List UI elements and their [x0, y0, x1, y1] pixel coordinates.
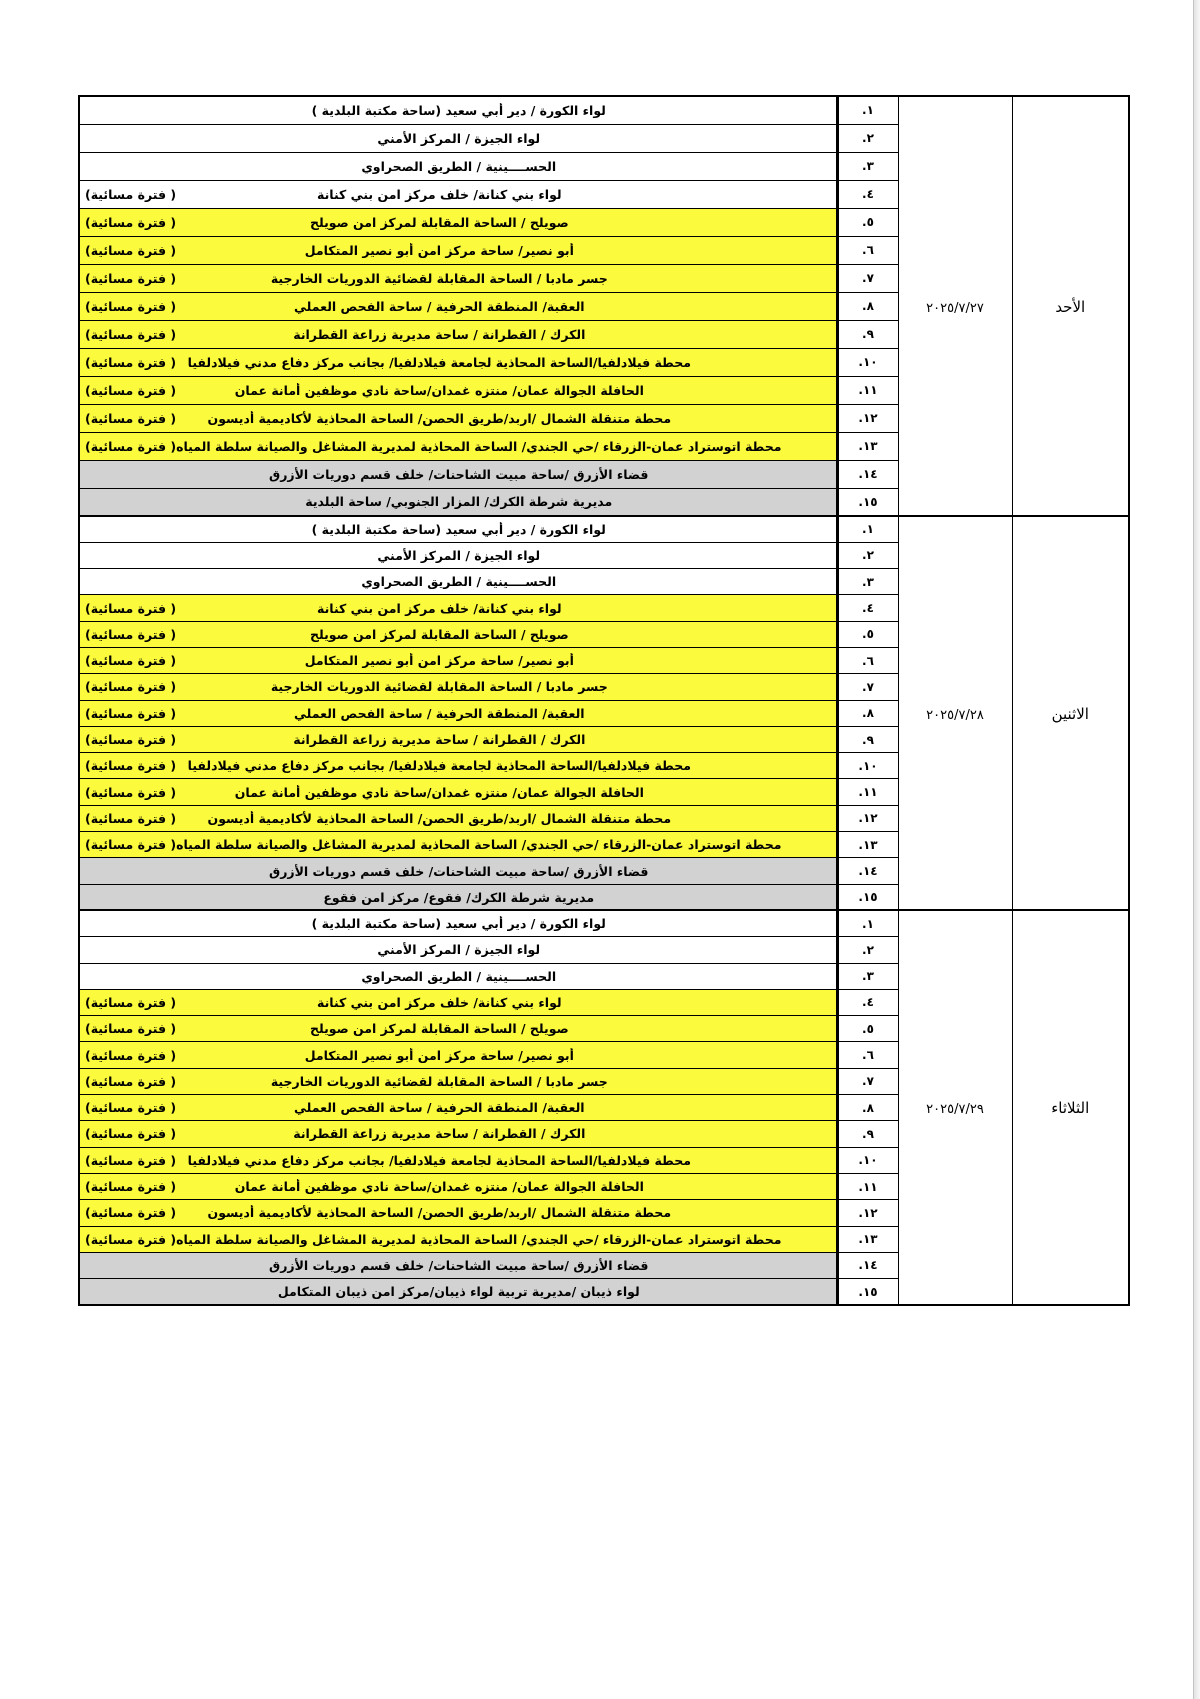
location-cell: [79, 1121, 837, 1147]
row-number: ١٢.: [837, 1200, 898, 1226]
row-number: ٣.: [837, 569, 898, 595]
location-line: [85, 785, 833, 800]
row-number: ٢.: [837, 937, 898, 963]
location-text: محطة متنقلة الشمال /اربد/طريق الحصن/ الساحة المحاذية لأكاديمية أديسون: [207, 410, 672, 426]
location-text: لواء ذيبان /مديرية تربية لواء ذيبان/مركز امن ذيبان المتكامل: [277, 1284, 640, 1299]
row-number: ١٠.: [837, 1147, 898, 1173]
location-text: لواء الجيزة / المركز الأمني: [377, 547, 541, 563]
row-number: ١١.: [837, 1173, 898, 1199]
evening-shift-note: ( فترة مسائية): [85, 1073, 177, 1089]
day-name: الاثنين: [1051, 704, 1089, 723]
location-cell: [79, 753, 837, 779]
row-number: ١٠.: [837, 348, 898, 376]
location-cell: [79, 264, 837, 292]
row-number: ١٠.: [837, 753, 898, 779]
evening-shift-note: ( فترة مسائية): [85, 438, 177, 454]
row-number: ٩.: [837, 1121, 898, 1147]
location-cell: [79, 1147, 837, 1173]
evening-shift-note: ( فترة مسائية): [85, 1021, 177, 1037]
location-cell: [79, 647, 837, 673]
location-text: محطة فيلادلفيا/الساحة المحاذية لجامعة فيلادلفيا/ بجانب مركز دفاع مدني فيلادلفيا: [187, 354, 691, 370]
location-line: [85, 1126, 833, 1141]
row-number: ٩.: [837, 726, 898, 752]
location-text: لواء بني كنانة/ خلف مركز امن بني كنانة: [316, 994, 562, 1010]
location-text: جسر مادبا / الساحة المقابلة لقضائية الدوريات الخارجية: [270, 1073, 608, 1089]
location-cell: [79, 320, 837, 348]
location-text: صويلح / الساحة المقابلة لمركز امن صويلح: [309, 1021, 569, 1037]
location-line: [85, 1205, 833, 1220]
location-cell: [79, 858, 837, 884]
row-number: ٦.: [837, 236, 898, 264]
location-cell: [79, 432, 837, 460]
row-number: ٥.: [837, 208, 898, 236]
location-text: العقبة/ المنطقة الحرفية / ساحة الفحص العملي: [294, 298, 585, 314]
location-cell: [79, 152, 837, 180]
row-number: ١٣.: [837, 832, 898, 858]
row-number: ٦.: [837, 1042, 898, 1068]
location-text: قضاء الأزرق /ساحة مبيت الشاحنات/ خلف قسم دوريات الأزرق: [269, 1257, 649, 1273]
location-cell: [79, 124, 837, 152]
location-cell: [79, 726, 837, 752]
row-number: ١٢.: [837, 404, 898, 432]
date-cell: [898, 96, 1012, 516]
row-number: ٥.: [837, 621, 898, 647]
location-line: [85, 601, 833, 616]
location-line: [85, 811, 833, 826]
location-cell: [79, 595, 837, 621]
location-text: الكرك / القطرانة / ساحة مديرية زراعة القطرانة: [293, 326, 586, 342]
location-line: [85, 467, 833, 482]
location-line: [85, 1074, 833, 1089]
evening-shift-note: ( فترة مسائية): [85, 1047, 177, 1063]
row-number: ٢.: [837, 542, 898, 568]
location-cell: [79, 805, 837, 831]
row-number: ٧.: [837, 674, 898, 700]
evening-shift-note: ( فترة مسائية): [85, 242, 177, 258]
date-value: ٢٠٢٥/٧/٢٩: [926, 1102, 984, 1118]
row-number: ١١.: [837, 376, 898, 404]
location-cell: [79, 700, 837, 726]
location-line: [85, 732, 833, 747]
row-number: ١٤.: [837, 460, 898, 488]
location-cell: [79, 621, 837, 647]
date-value: ٢٠٢٥/٧/٢٨: [926, 707, 984, 723]
location-cell: [79, 180, 837, 208]
location-line: [85, 327, 833, 342]
location-line: [85, 1232, 833, 1247]
location-cell: [79, 96, 837, 124]
evening-shift-note: ( فترة مسائية): [85, 410, 177, 426]
location-cell: [79, 910, 837, 936]
evening-shift-note: ( فترة مسائية): [85, 186, 177, 202]
location-line: [85, 890, 833, 905]
schedule-row: [79, 516, 1129, 542]
evening-shift-note: ( فترة مسائية): [85, 354, 177, 370]
location-line: [85, 1153, 833, 1168]
location-cell: [79, 569, 837, 595]
row-number: ١٥.: [837, 488, 898, 516]
row-number: ١٥.: [837, 884, 898, 910]
location-line: [85, 679, 833, 694]
location-cell: [79, 1068, 837, 1094]
location-line: [85, 1048, 833, 1063]
location-text: الكرك / القطرانة / ساحة مديرية زراعة القطرانة: [293, 1126, 586, 1142]
row-number: ٨.: [837, 292, 898, 320]
location-line: [85, 837, 833, 852]
row-number: ٥.: [837, 1016, 898, 1042]
location-line: [85, 1100, 833, 1115]
evening-shift-note: ( فترة مسائية): [85, 679, 177, 695]
row-number: ٤.: [837, 595, 898, 621]
location-text: لواء الكورة / دير أبي سعيد (ساحة مكتبة البلدية ): [311, 102, 606, 118]
paper-edge: [1193, 0, 1200, 1699]
schedule-table-body: [79, 96, 1129, 1305]
location-line: [85, 1284, 833, 1299]
evening-shift-note: ( فترة مسائية): [85, 758, 177, 774]
location-text: قضاء الأزرق /ساحة مبيت الشاحنات/ خلف قسم دوريات الأزرق: [269, 466, 649, 482]
location-cell: [79, 884, 837, 910]
location-text: مديرية شرطة الكرك/ فقوع/ مركز امن فقوع: [323, 889, 595, 905]
location-cell: [79, 937, 837, 963]
location-text: لواء الجيزة / المركز الأمني: [377, 130, 541, 146]
evening-shift-note: ( فترة مسائية): [85, 705, 177, 721]
location-text: محطة اتوستراد عمان-الزرقاء /حي الجندي/ الساحة المحاذية لمديرية المشاغل والصيانة سلطة المياه: [176, 438, 782, 454]
location-line: [85, 942, 833, 957]
row-number: ٧.: [837, 1068, 898, 1094]
location-text: الحســــينية / الطريق الصحراوي: [361, 158, 557, 174]
location-cell: [79, 1200, 837, 1226]
location-text: محطة اتوستراد عمان-الزرقاء /حي الجندي/ الساحة المحاذية لمديرية المشاغل والصيانة سلطة المياه: [176, 837, 782, 853]
date-value: ٢٠٢٥/٧/٢٧: [926, 300, 984, 316]
location-text: محطة اتوستراد عمان-الزرقاء /حي الجندي/ الساحة المحاذية لمديرية المشاغل والصيانة سلطة المياه: [176, 1231, 782, 1247]
location-cell: [79, 1173, 837, 1199]
location-text: قضاء الأزرق /ساحة مبيت الشاحنات/ خلف قسم دوريات الأزرق: [269, 863, 649, 879]
location-text: أبو نصير/ ساحة مركز امن أبو نصير المتكامل: [304, 653, 574, 669]
row-number: ١٣.: [837, 1226, 898, 1252]
location-line: [85, 1021, 833, 1036]
location-text: لواء الكورة / دير أبي سعيد (ساحة مكتبة البلدية ): [311, 521, 606, 537]
location-text: أبو نصير/ ساحة مركز امن أبو نصير المتكامل: [304, 242, 574, 258]
location-line: [85, 383, 833, 398]
evening-shift-note: ( فترة مسائية): [85, 382, 177, 398]
day-cell: [1012, 516, 1129, 910]
evening-shift-note: ( فترة مسائية): [85, 298, 177, 314]
evening-shift-note: ( فترة مسائية): [85, 810, 177, 826]
location-line: [85, 758, 833, 773]
location-cell: [79, 1016, 837, 1042]
location-text: الحافلة الجوالة عمان/ منتزه غمدان/ساحة نادي موظفين أمانة عمان: [234, 382, 644, 398]
row-number: ١٤.: [837, 858, 898, 884]
day-cell: [1012, 910, 1129, 1304]
location-text: لواء بني كنانة/ خلف مركز امن بني كنانة: [316, 600, 562, 616]
schedule-row: [79, 96, 1129, 124]
location-line: [85, 159, 833, 174]
location-text: العقبة/ المنطقة الحرفية / ساحة الفحص العملي: [294, 705, 585, 721]
location-text: لواء الكورة / دير أبي سعيد (ساحة مكتبة البلدية ): [311, 916, 606, 932]
location-text: لواء بني كنانة/ خلف مركز امن بني كنانة: [316, 186, 562, 202]
location-cell: [79, 1095, 837, 1121]
location-line: [85, 411, 833, 426]
location-cell: [79, 1042, 837, 1068]
location-text: الحافلة الجوالة عمان/ منتزه غمدان/ساحة نادي موظفين أمانة عمان: [234, 1179, 644, 1195]
location-text: صويلح / الساحة المقابلة لمركز امن صويلح: [309, 214, 569, 230]
row-number: ٤.: [837, 989, 898, 1015]
location-line: [85, 706, 833, 721]
row-number: ٩.: [837, 320, 898, 348]
schedule-row: [79, 910, 1129, 936]
row-number: ٢.: [837, 124, 898, 152]
location-text: مديرية شرطة الكرك/ المزار الجنوبي/ ساحة البلدية: [305, 494, 613, 510]
location-cell: [79, 348, 837, 376]
location-cell: [79, 832, 837, 858]
row-number: ١١.: [837, 779, 898, 805]
location-line: [85, 271, 833, 286]
row-number: ١.: [837, 96, 898, 124]
location-line: [85, 187, 833, 202]
location-line: [85, 355, 833, 370]
location-line: [85, 494, 833, 509]
location-cell: [79, 674, 837, 700]
row-number: ١٣.: [837, 432, 898, 460]
evening-shift-note: ( فترة مسائية): [85, 1205, 177, 1221]
location-line: [85, 548, 833, 563]
row-number: ٣.: [837, 152, 898, 180]
row-number: ٨.: [837, 700, 898, 726]
location-cell: [79, 376, 837, 404]
location-line: [85, 1258, 833, 1273]
location-line: [85, 215, 833, 230]
location-line: [85, 103, 833, 118]
location-text: جسر مادبا / الساحة المقابلة لقضائية الدوريات الخارجية: [270, 679, 608, 695]
row-number: ٦.: [837, 647, 898, 673]
location-line: [85, 627, 833, 642]
row-number: ١٥.: [837, 1279, 898, 1305]
date-cell: [898, 516, 1012, 910]
evening-shift-note: ( فترة مسائية): [85, 784, 177, 800]
location-cell: [79, 1279, 837, 1305]
location-cell: [79, 1252, 837, 1278]
date-cell: [898, 910, 1012, 1304]
evening-shift-note: ( فترة مسائية): [85, 626, 177, 642]
day-name: الثلاثاء: [1051, 1099, 1090, 1118]
row-number: ٤.: [837, 180, 898, 208]
row-number: ٣.: [837, 963, 898, 989]
location-line: [85, 1179, 833, 1194]
location-text: أبو نصير/ ساحة مركز امن أبو نصير المتكامل: [304, 1047, 574, 1063]
row-number: ١.: [837, 910, 898, 936]
evening-shift-note: ( فترة مسائية): [85, 1231, 177, 1247]
location-cell: [79, 488, 837, 516]
location-text: صويلح / الساحة المقابلة لمركز امن صويلح: [309, 626, 569, 642]
evening-shift-note: ( فترة مسائية): [85, 600, 177, 616]
location-cell: [79, 963, 837, 989]
evening-shift-note: ( فترة مسائية): [85, 994, 177, 1010]
location-text: العقبة/ المنطقة الحرفية / ساحة الفحص العملي: [294, 1100, 585, 1116]
location-line: [85, 574, 833, 589]
location-line: [85, 864, 833, 879]
location-text: محطة فيلادلفيا/الساحة المحاذية لجامعة فيلادلفيا/ بجانب مركز دفاع مدني فيلادلفيا: [187, 1152, 691, 1168]
location-line: [85, 916, 833, 931]
location-cell: [79, 460, 837, 488]
location-cell: [79, 208, 837, 236]
evening-shift-note: ( فترة مسائية): [85, 1126, 177, 1142]
location-line: [85, 131, 833, 146]
evening-shift-note: ( فترة مسائية): [85, 653, 177, 669]
location-text: الحســــينية / الطريق الصحراوي: [361, 968, 557, 984]
location-line: [85, 243, 833, 258]
location-cell: [79, 989, 837, 1015]
evening-shift-note: ( فترة مسائية): [85, 1179, 177, 1195]
location-text: جسر مادبا / الساحة المقابلة لقضائية الدوريات الخارجية: [270, 270, 608, 286]
location-text: لواء الجيزة / المركز الأمني: [377, 942, 541, 958]
row-number: ٧.: [837, 264, 898, 292]
row-number: ١٢.: [837, 805, 898, 831]
location-cell: [79, 779, 837, 805]
location-line: [85, 653, 833, 668]
schedule-table: [78, 95, 1130, 1306]
evening-shift-note: ( فترة مسائية): [85, 732, 177, 748]
location-text: الحســــينية / الطريق الصحراوي: [361, 574, 557, 590]
location-cell: [79, 404, 837, 432]
row-number: ١٤.: [837, 1252, 898, 1278]
location-cell: [79, 542, 837, 568]
location-line: [85, 522, 833, 537]
evening-shift-note: ( فترة مسائية): [85, 214, 177, 230]
location-cell: [79, 516, 837, 542]
location-line: [85, 995, 833, 1010]
evening-shift-note: ( فترة مسائية): [85, 837, 177, 853]
evening-shift-note: ( فترة مسائية): [85, 270, 177, 286]
location-text: محطة متنقلة الشمال /اربد/طريق الحصن/ الساحة المحاذية لأكاديمية أديسون: [207, 1205, 672, 1221]
day-name: الأحد: [1055, 297, 1086, 316]
evening-shift-note: ( فترة مسائية): [85, 1152, 177, 1168]
row-number: ٨.: [837, 1095, 898, 1121]
location-text: محطة فيلادلفيا/الساحة المحاذية لجامعة فيلادلفيا/ بجانب مركز دفاع مدني فيلادلفيا: [187, 758, 691, 774]
location-text: الكرك / القطرانة / ساحة مديرية زراعة القطرانة: [293, 732, 586, 748]
location-cell: [79, 1226, 837, 1252]
evening-shift-note: ( فترة مسائية): [85, 326, 177, 342]
row-number: ١.: [837, 516, 898, 542]
day-cell: [1012, 96, 1129, 516]
location-cell: [79, 236, 837, 264]
location-line: [85, 439, 833, 454]
location-line: [85, 299, 833, 314]
evening-shift-note: ( فترة مسائية): [85, 1100, 177, 1116]
location-cell: [79, 292, 837, 320]
location-line: [85, 969, 833, 984]
location-text: محطة متنقلة الشمال /اربد/طريق الحصن/ الساحة المحاذية لأكاديمية أديسون: [207, 810, 672, 826]
location-text: الحافلة الجوالة عمان/ منتزه غمدان/ساحة نادي موظفين أمانة عمان: [234, 784, 644, 800]
